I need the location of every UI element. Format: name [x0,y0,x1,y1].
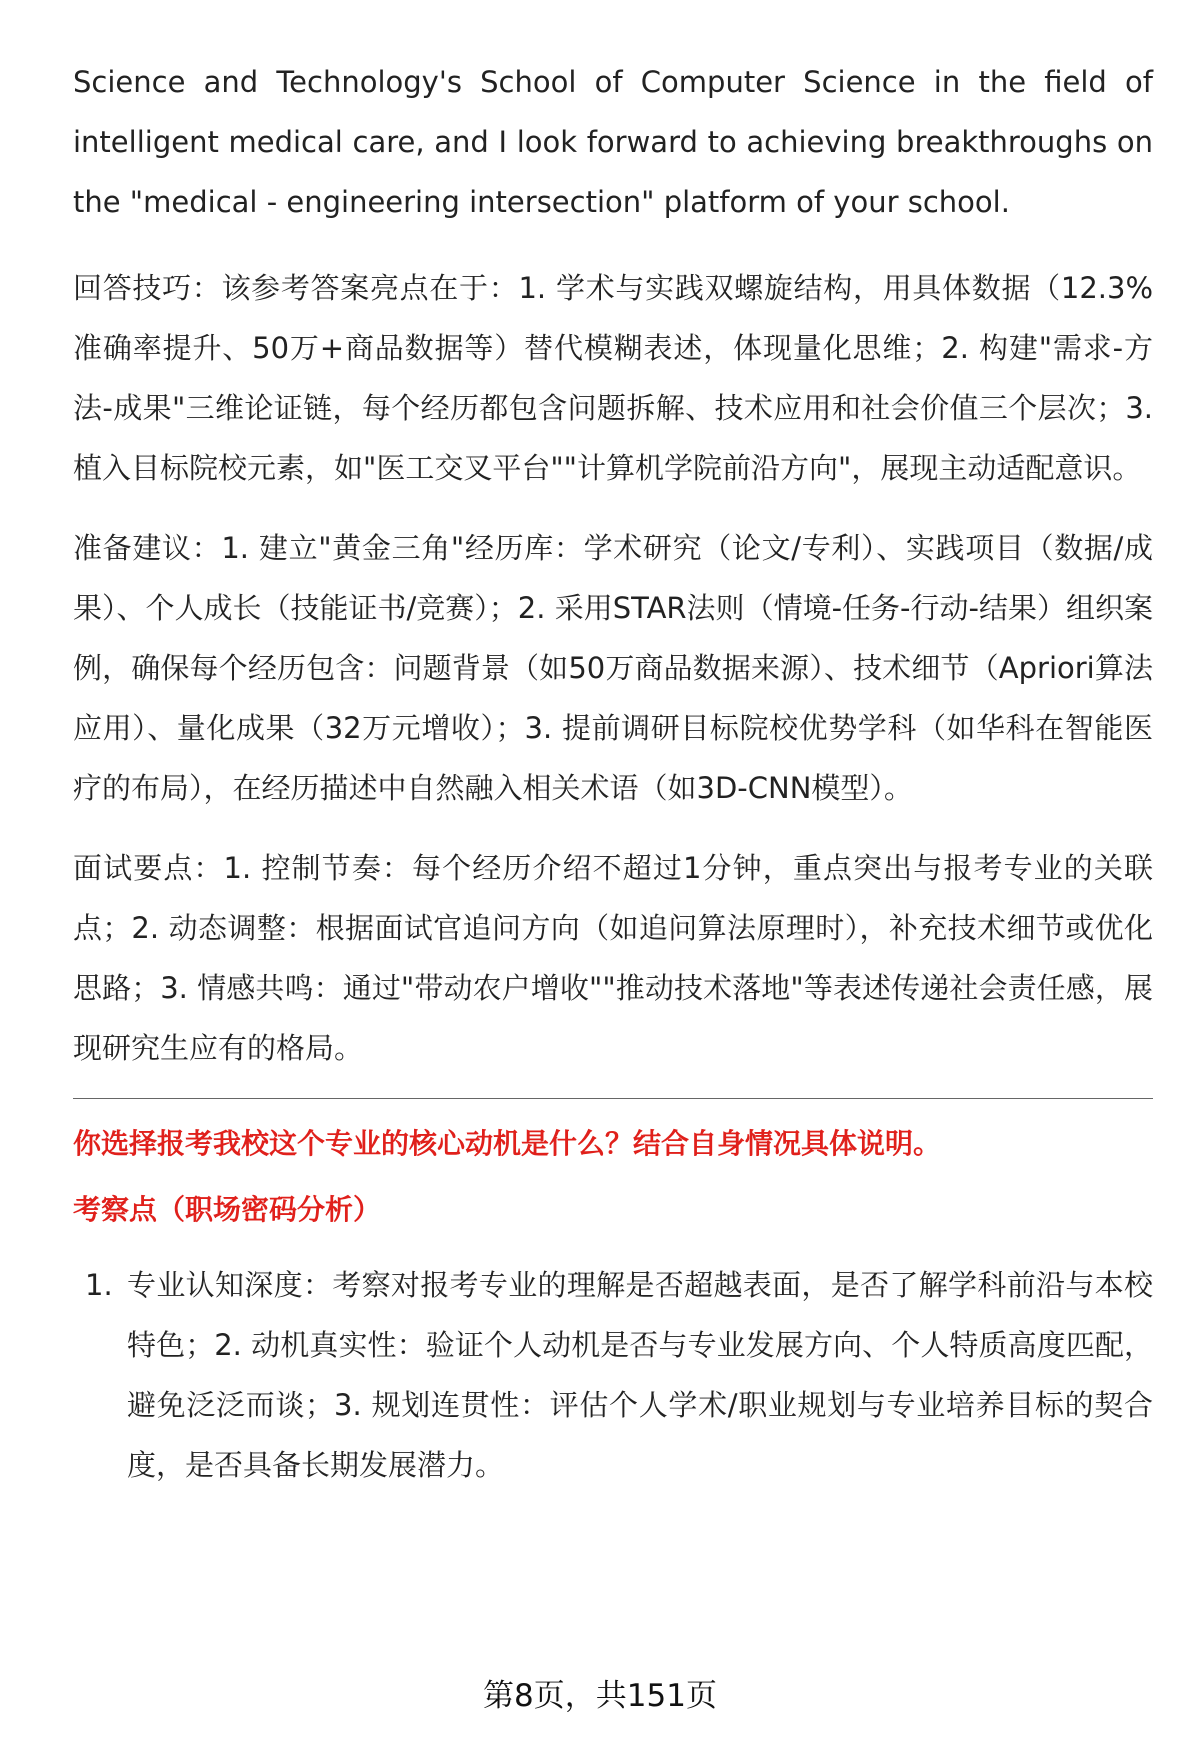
preparation-advice-paragraph: 准备建议：1. 建立"黄金三角"经历库：学术研究（论文/专利）、实践项目（数据/成果）、个人成长（技能证书/竞赛）；2. 采用STAR法则（情境-任务-行动-结果）组织案例，确保每个经历包含：问题背景（如50万商品数据来源）、技术细节（Apriori算法应用）、量化成果（32万元增收）；3. 提前调研目标院校优势学科（如华科在智能医疗的布局），在经历描述中自然融入相关术语（如3D-CNN模型）。 [73,531,1153,805]
question-heading: 你选择报考我校这个专业的核心动机是什么？结合自身情况具体说明。 [73,1127,942,1160]
document-page [73,52,1153,1495]
list-item-number: 1. [85,1268,113,1302]
list-item-text: 专业认知深度：考察对报考专业的理解是否超越表面，是否了解学科前沿与本校特色；2. 动机真实性：验证个人动机是否与专业发展方向、个人特质高度匹配，避免泛泛而谈；3. 规划连贯性：评估个人学术/职业规划与专业培养目标的契合度，是否具备长期发展潜力。 [127,1268,1153,1482]
page-number-footer: 第8页，共151页 [483,1678,717,1714]
assessment-list [73,1255,1153,1495]
assessment-heading: 考察点（职场密码分析） [73,1193,382,1226]
interview-points-paragraph: 面试要点：1. 控制节奏：每个经历介绍不超过1分钟，重点突出与报考专业的关联点；2. 动态调整：根据面试官追问方向（如追问算法原理时），补充技术细节或优化思路；3. 情感共鸣：通过"带动农户增收""推动技术落地"等表述传递社会责任感，展现研究生应有的格局。 [73,851,1153,1065]
intro-paragraph: Science and Technology's School of Computer Science in the field of intelligent medical care, and I look forward to achieving breakthroughs on the "medical - engineering intersection" platform of your school. [73,65,1153,219]
list-item [73,1255,1153,1495]
answer-tips-paragraph: 回答技巧：该参考答案亮点在于：1. 学术与实践双螺旋结构，用具体数据（12.3%准确率提升、50万+商品数据等）替代模糊表述，体现量化思维；2. 构建"需求-方法-成果"三维论证链，每个经历都包含问题拆解、技术应用和社会价值三个层次；3. 植入目标院校元素，如"医工交叉平台""计算机学院前沿方向"，展现主动适配意识。 [73,271,1153,485]
section-divider [73,1098,1153,1099]
